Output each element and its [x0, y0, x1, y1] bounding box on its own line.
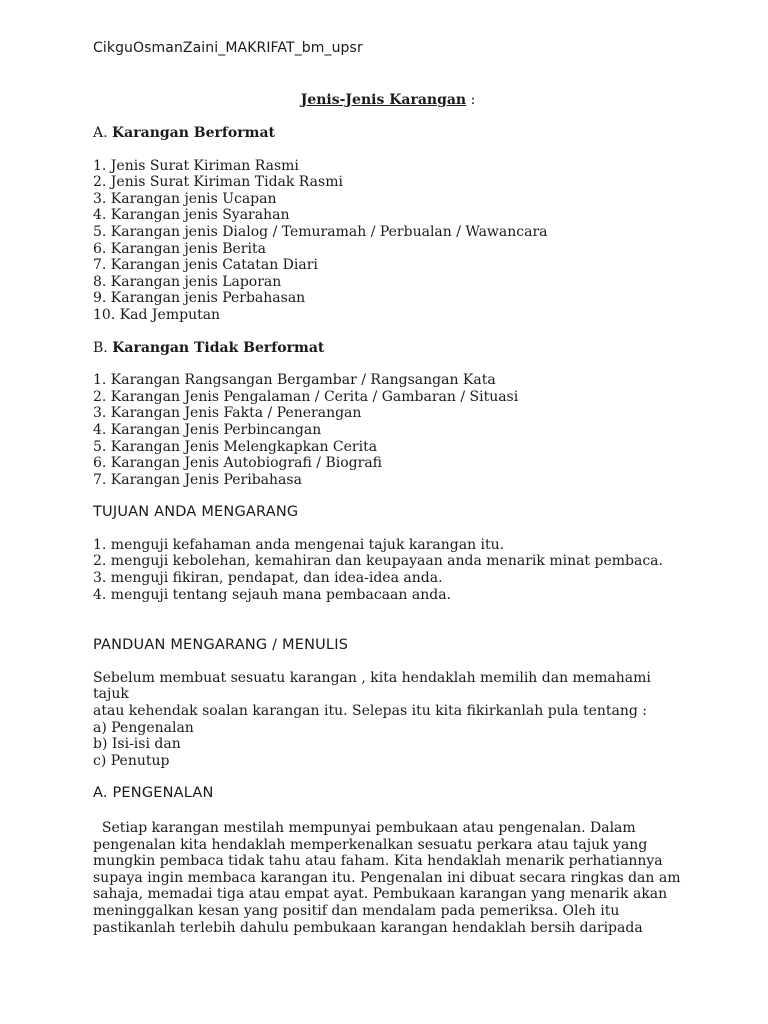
section-a-list	[93, 158, 683, 324]
pengenalan-heading: A. PENGENALAN	[93, 785, 214, 802]
panduan-paragraph	[93, 670, 683, 770]
paragraph-line: b) Isi-isi dan	[93, 736, 181, 753]
paragraph-line: Sebelum membuat sesuatu karangan , kita hendaklah memilih dan memahami tajuk	[93, 669, 651, 703]
tujuan-heading: TUJUAN ANDA MENGARANG	[93, 504, 299, 521]
section-a-prefix: A.	[93, 125, 108, 141]
paragraph-line: meninggalkan kesan yang positif dan mendalam pada pemeriksa. Oleh itu	[93, 902, 620, 919]
paragraph-line: a) Pengenalan	[93, 719, 194, 736]
list-item: 7. Karangan Jenis Peribahasa	[93, 471, 302, 488]
list-item: 6. Karangan Jenis Autobiografi / Biografi	[93, 455, 383, 472]
section-a-title: Karangan Berformat	[112, 125, 275, 141]
list-item: 3. Karangan jenis Ucapan	[93, 190, 277, 207]
title-colon: :	[470, 92, 476, 108]
list-item: 1. Jenis Surat Kiriman Rasmi	[93, 157, 299, 174]
list-item: 9. Karangan jenis Perbahasan	[93, 290, 306, 307]
paragraph-line: mungkin pembaca tidak tahu atau faham. Kita hendaklah menarik perhatiannya	[93, 853, 663, 870]
list-item: 4. Karangan jenis Syarahan	[93, 207, 290, 224]
list-item: 1. menguji kefahaman anda mengenai tajuk karangan itu.	[93, 536, 505, 553]
list-item: 2. Jenis Surat Kiriman Tidak Rasmi	[93, 174, 343, 191]
list-item: 8. Karangan jenis Laporan	[93, 273, 282, 290]
list-item: 4. menguji tentang sejauh mana pembacaan anda.	[93, 586, 451, 603]
paragraph-line: sahaja, memadai tiga atau empat ayat. Pembukaan karangan yang menarik akan	[93, 886, 668, 903]
list-item: 3. menguji fikiran, pendapat, dan idea-idea anda.	[93, 570, 443, 587]
tujuan-list	[93, 537, 683, 603]
document-body	[93, 91, 683, 936]
section-b-heading	[93, 340, 683, 357]
paragraph-line: c) Penutup	[93, 752, 170, 769]
section-b-prefix: B.	[93, 339, 108, 356]
document-title	[93, 91, 683, 109]
paragraph-line: Setiap karangan mestilah mempunyai pembukaan atau pengenalan. Dalam	[93, 820, 636, 836]
list-item: 3. Karangan Jenis Fakta / Penerangan	[93, 405, 362, 422]
section-b-title: Karangan Tidak Berformat	[112, 339, 325, 356]
paragraph-line: supaya ingin membaca karangan itu. Pengenalan ini dibuat secara ringkas dan am	[93, 869, 681, 886]
list-item: 5. Karangan Jenis Melengkapkan Cerita	[93, 438, 378, 455]
paragraph-line: atau kehendak soalan karangan itu. Selepas itu kita fikirkanlah pula tentang :	[93, 703, 648, 720]
pengenalan-paragraph	[93, 820, 683, 936]
section-a-heading	[93, 125, 683, 142]
list-item: 6. Karangan jenis Berita	[93, 240, 266, 257]
section-b-list	[93, 372, 683, 488]
list-item: 2. Karangan Jenis Pengalaman / Cerita / Gambaran / Situasi	[93, 388, 519, 405]
paragraph-line: pastikanlah terlebih dahulu pembukaan karangan hendaklah bersih daripada	[93, 919, 643, 936]
title-text: Jenis-Jenis Karangan	[300, 92, 467, 108]
paragraph-line: pengenalan kita hendaklah memperkenalkan sesuatu perkara atau tajuk yang	[93, 836, 648, 853]
list-item: 2. menguji kebolehan, kemahiran dan keupayaan anda menarik minat pembaca.	[93, 553, 663, 570]
list-item: 7. Karangan jenis Catatan Diari	[93, 257, 318, 274]
document-header: CikguOsmanZaini_MAKRIFAT_bm_upsr	[93, 40, 363, 56]
list-item: 10. Kad Jemputan	[93, 306, 221, 323]
list-item: 5. Karangan jenis Dialog / Temuramah / Perbualan / Wawancara	[93, 223, 548, 240]
panduan-heading: PANDUAN MENGARANG / MENULIS	[93, 637, 349, 654]
list-item: 4. Karangan Jenis Perbincangan	[93, 421, 322, 438]
list-item: 1. Karangan Rangsangan Bergambar / Rangsangan Kata	[93, 372, 496, 389]
